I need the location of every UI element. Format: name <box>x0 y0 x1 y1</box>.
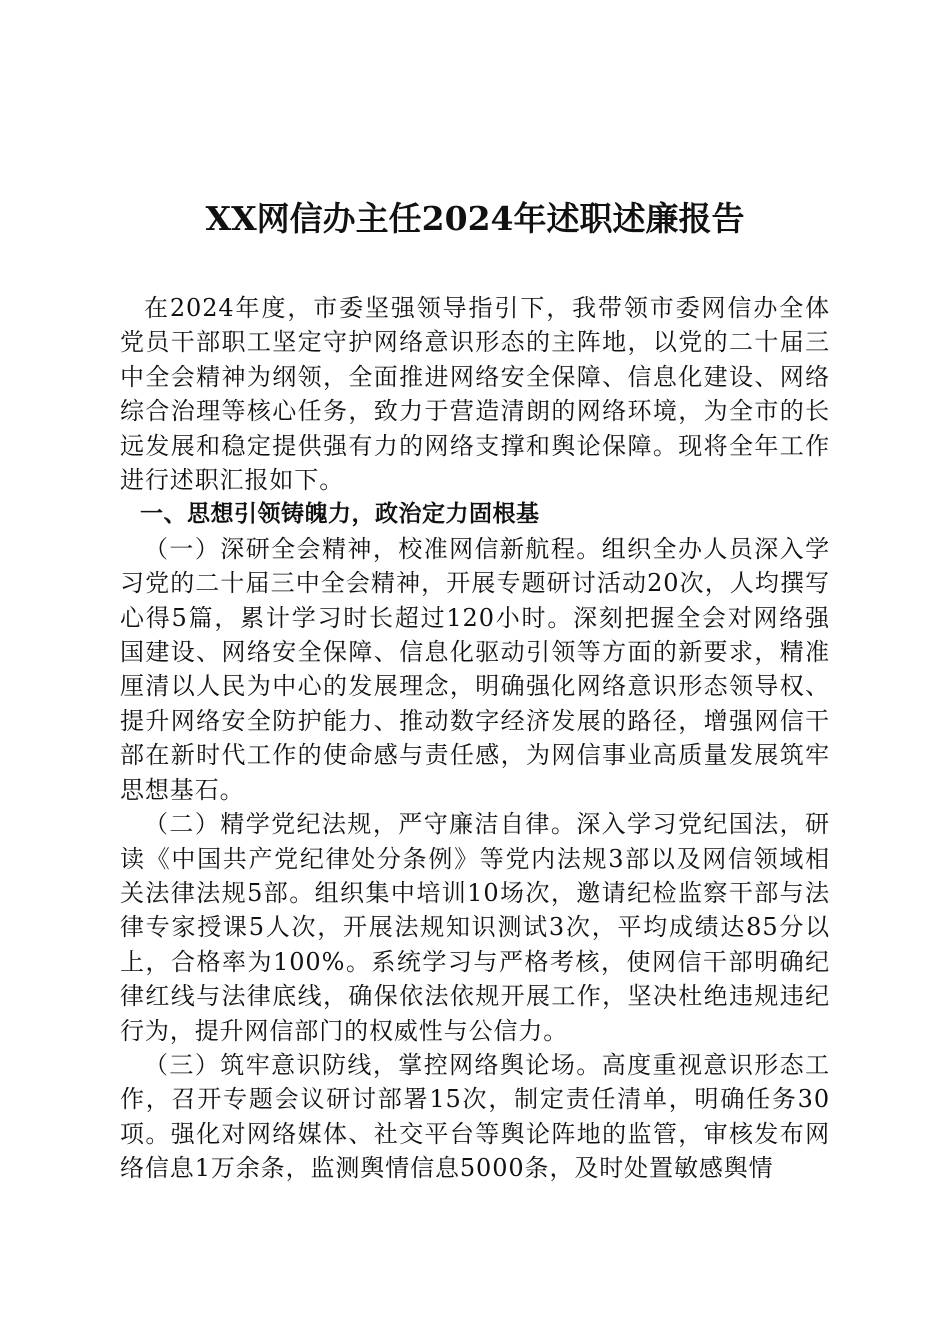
sub-paragraph-1-title: （一）深研全会精神，校准网信新航程。 <box>144 534 602 563</box>
sub-paragraph-1-text: 组织全办人员深入学习党的二十届三中全会精神，开展专题研讨活动20次，人均撰写心得5篇，累计学习时长超过120小时。深刻把握全会对网络强国建设、网络安全保障、信息化驱动引领等方面的新要求，精准厘清以人民为中心的发展理念，明确强化网络意识形态领导权、提升网络安全防护能力、推动数字经济发展的路径，增强网信干部在新时代工作的使命感与责任感，为网信事业高质量发展筑牢思想基石。 <box>120 534 830 804</box>
sub-paragraph-2 <box>120 807 830 1048</box>
document-body <box>120 291 830 1186</box>
intro-paragraph: 在2024年度，市委坚强领导指引下，我带领市委网信办全体党员干部职工坚定守护网络意识形态的主阵地，以党的二十届三中全会精神为纲领，全面推进网络安全保障、信息化建设、网络综合治理等核心任务，致力于营造清朗的网络环境，为全市的长远发展和稳定提供强有力的网络支撑和舆论保障。现将全年工作进行述职汇报如下。 <box>120 294 830 495</box>
sub-paragraph-3 <box>120 1048 830 1186</box>
sub-paragraph-3-title: （三）筑牢意识防线，掌控网络舆论场。 <box>144 1050 602 1079</box>
sub-paragraph-1 <box>120 532 830 807</box>
sub-paragraph-2-text: 深入学习党纪国法，研读《中国共产党纪律处分条例》等党内法规3部以及网信领域相关法律法规5部。组织集中培训10场次，邀请纪检监察干部与法律专家授课5人次，开展法规知识测试3次，平均成绩达85分以上，合格率为100%。系统学习与严格考核，使网信干部明确纪律红线与法律底线，确保依法依规开展工作，坚决杜绝违规违纪行为，提升网信部门的权威性与公信力。 <box>120 810 830 1045</box>
sub-paragraph-3-text: 高度重视意识形态工作，召开专题会议研讨部署15次，制定责任清单，明确任务30项。强化对网络媒体、社交平台等舆论阵地的监管，审核发布网络信息1万余条，监测舆情信息5000条，及时处置敏感舆情 <box>120 1050 830 1183</box>
document-title: XX网信办主任2024年述职述廉报告 <box>205 199 745 238</box>
section-heading-1: 一、思想引领铸魄力，政治定力固根基 <box>140 501 540 528</box>
sub-paragraph-2-title: （二）精学党纪法规，严守廉洁自律。 <box>144 810 577 839</box>
